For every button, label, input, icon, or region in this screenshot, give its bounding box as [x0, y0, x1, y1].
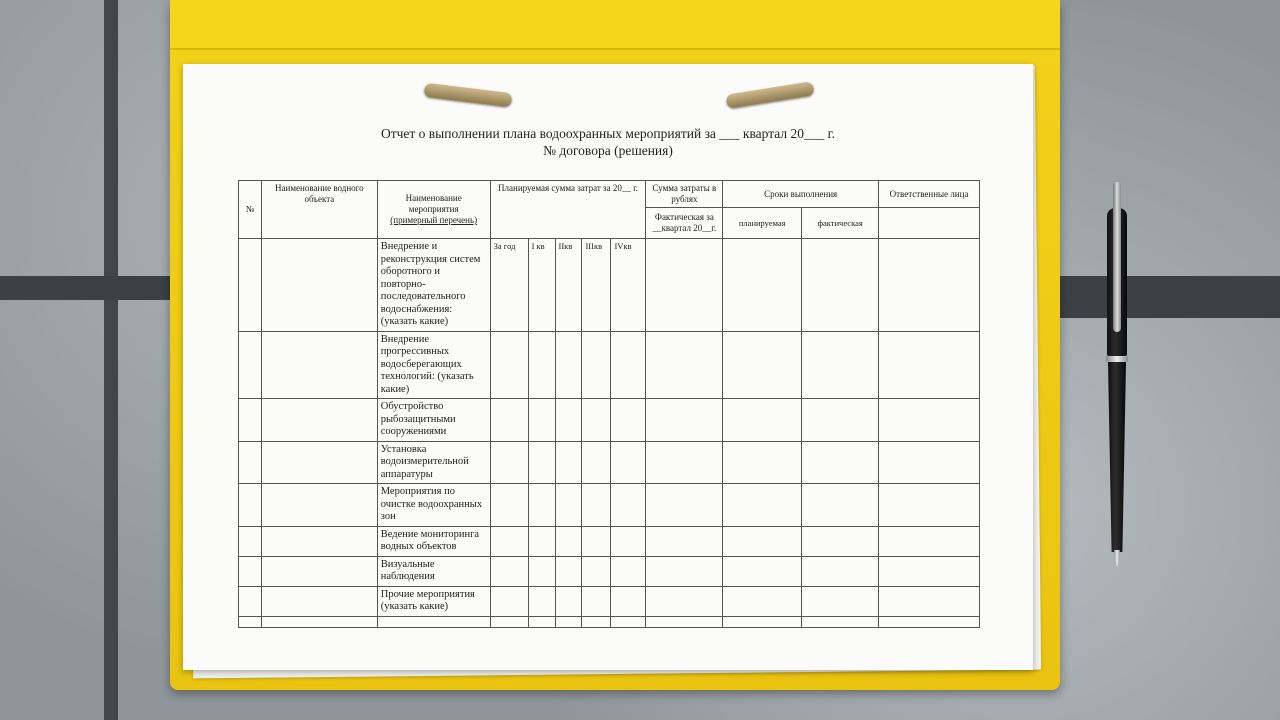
measure-cell: Установка водоизмерительной аппаратуры — [377, 441, 490, 484]
measure-cell: Внедрение прогрессивных водосберегающих технологий: (указать какие) — [377, 331, 490, 399]
table-row — [239, 399, 980, 442]
brick-mortar — [1040, 300, 1280, 318]
col-header-actual-sum: Сумма затраты в рублях — [646, 181, 723, 208]
pen-icon — [1100, 182, 1134, 572]
measure-cell: Визуальные наблюдения — [377, 556, 490, 586]
table-row — [239, 484, 980, 527]
col-header-measure-label: Наименование мероприятия — [405, 193, 462, 214]
col-header-terms-planned: планируемая — [723, 208, 802, 239]
col-header-water-object: Наименование водного объекта — [261, 181, 377, 239]
measure-cell: Прочие мероприятия (указать какие) — [377, 586, 490, 616]
folder-flap — [170, 0, 1060, 50]
measure-cell: Ведение мониторинга водных объектов — [377, 526, 490, 556]
table-row — [239, 331, 980, 399]
col-header-actual-quarter: Фактическая за __квартал 20__г. — [646, 208, 723, 239]
pen-clip — [1113, 182, 1121, 332]
brick-mortar — [0, 276, 190, 296]
table-row — [239, 586, 980, 616]
contract-number: № договора (решения) — [543, 143, 673, 158]
pen-body — [1108, 362, 1126, 552]
col-header-responsible-empty — [879, 208, 980, 239]
pen-ring — [1106, 356, 1128, 362]
measure-cell: Мероприятия по очистке водоохранных зон — [377, 484, 490, 527]
planned-q4-label: IVкв — [611, 239, 646, 332]
col-header-measure-sub: (примерный перечень) — [390, 215, 478, 225]
col-header-planned-sum: Планируемая сумма затрат за 20__ г. — [490, 181, 646, 239]
measure-cell: Внедрение и реконструкция систем оборотного и повторно-последовательного водоснабжения: (указать какие) — [377, 239, 490, 332]
planned-q3-label: IIIкв — [582, 239, 611, 332]
table-header-row — [239, 181, 980, 208]
col-header-num: № — [239, 181, 262, 239]
pen-tip — [1114, 550, 1120, 566]
table-row — [239, 441, 980, 484]
table-row-empty — [239, 616, 980, 627]
col-header-measure — [377, 181, 490, 239]
report-table — [238, 180, 980, 628]
col-header-responsible: Ответственные лица — [879, 181, 980, 208]
table-row — [239, 526, 980, 556]
planned-q1-label: I кв — [528, 239, 555, 332]
planned-q2-label: IIкв — [555, 239, 582, 332]
table-row — [239, 556, 980, 586]
col-header-terms-actual: фактическая — [802, 208, 879, 239]
document-title: Отчет о выполнении плана водоохранных мероприятий за ___ квартал 20___ г. — [380, 126, 836, 141]
table-row — [239, 239, 980, 332]
planned-year-label: За год — [490, 239, 528, 332]
measure-cell: Обустройство рыбозащитными сооружениями — [377, 399, 490, 442]
col-header-terms: Сроки выполнения — [723, 181, 879, 208]
